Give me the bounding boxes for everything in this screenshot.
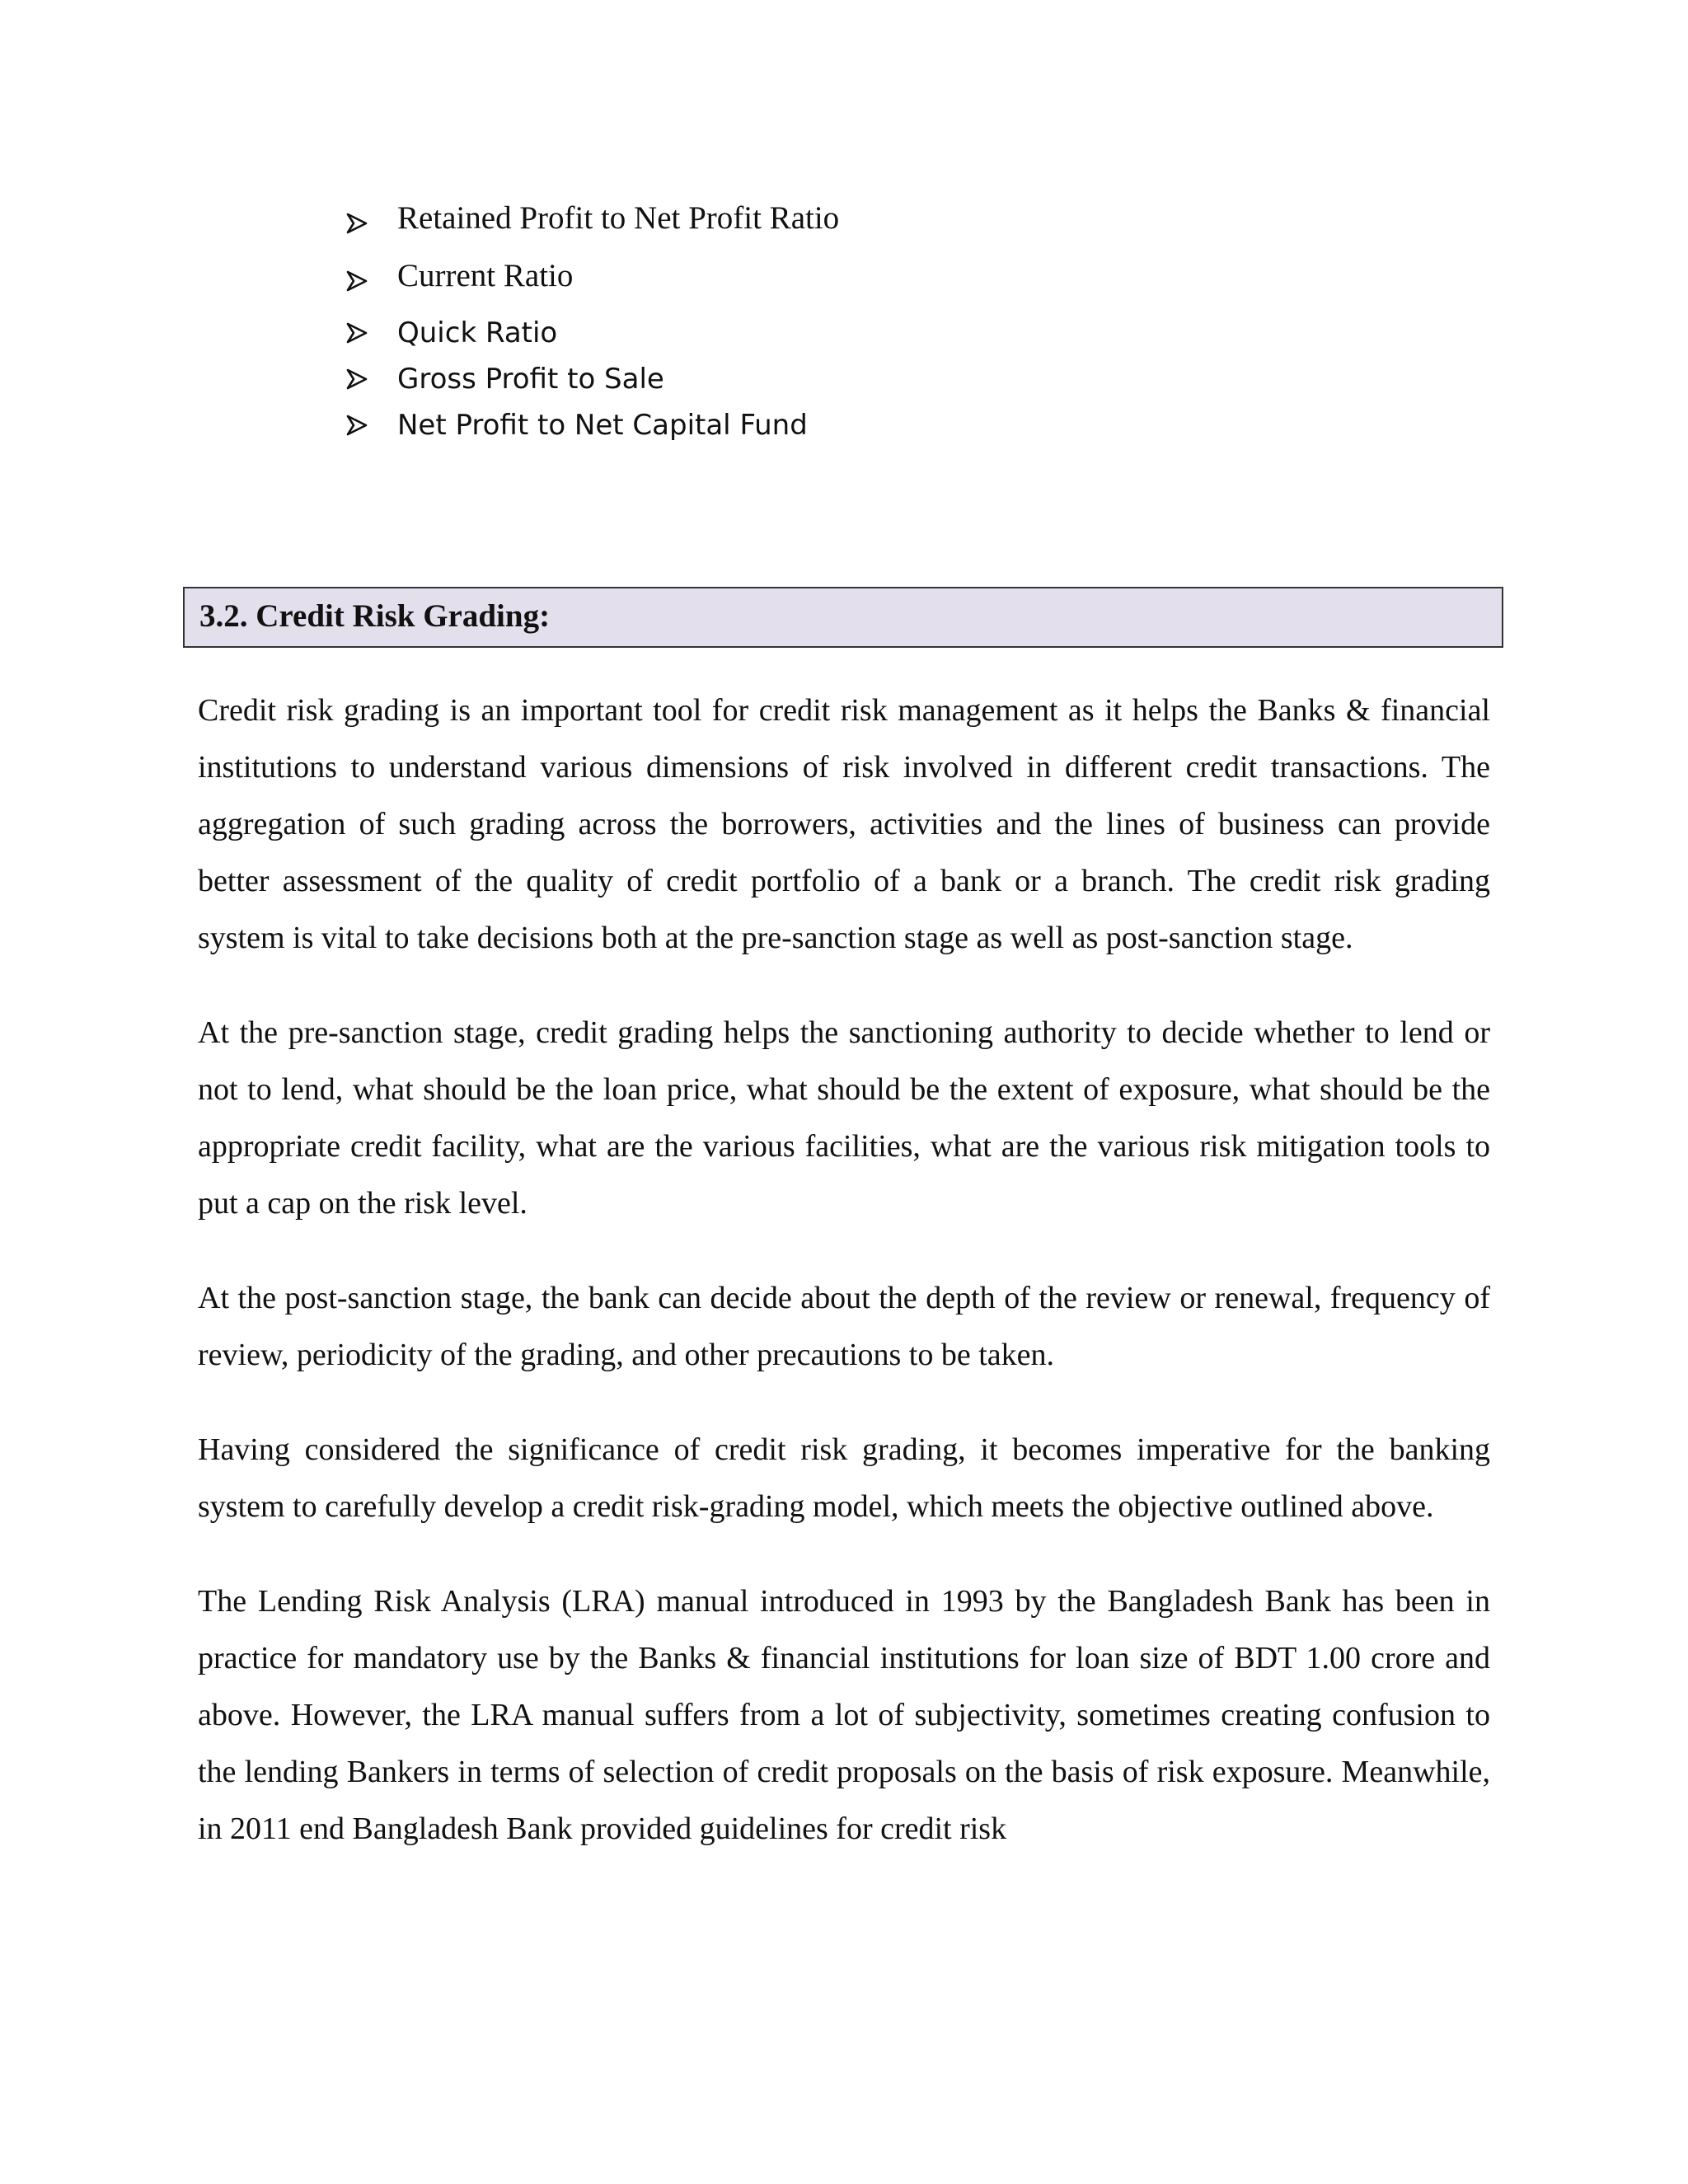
list-item-text: Net Profit to Net Capital Fund (397, 409, 808, 442)
list-item (346, 402, 1418, 448)
list-item (346, 194, 1418, 252)
arrow-bullet-icon (346, 213, 368, 234)
arrow-bullet-icon (346, 368, 368, 390)
list-item-text: Current Ratio (397, 258, 574, 293)
list-item (346, 252, 1418, 310)
ratio-bullet-list (346, 194, 1418, 448)
paragraph: Credit risk grading is an important tool for credit risk management as it helps the Banks & financial institutions to understand various dimensions of risk involved in different credit transactions. The aggregation of such grading across the borrowers, activities and the lines of business can provide better assessment of the quality of credit portfolio of a bank or a branch. The credit risk grading system is vital to take decisions both at the pre-sanction stage as well as post-sanction stage. (198, 693, 1490, 955)
paragraph: At the pre-sanction stage, credit grading helps the sanctioning authority to decide whether to lend or not to lend, what should be the loan price, what should be the extent of exposure, what should be the appropriate credit facility, what are the various facilities, what are the various risk mitigation tools to put a cap on the risk level. (198, 1015, 1490, 1221)
body-text (198, 682, 1490, 1896)
list-item (346, 310, 1418, 356)
paragraph: The Lending Risk Analysis (LRA) manual introduced in 1993 by the Bangladesh Bank has been in practice for mandatory use by the Banks & financial institutions for loan size of BDT 1.00 crore and above. However, the LRA manual suffers from a lot of subjectivity, sometimes creating confusion to the lending Bankers in terms of selection of credit proposals on the basis of risk exposure. Meanwhile, in 2011 end Bangladesh Bank provided guidelines for credit risk (198, 1584, 1490, 1846)
paragraph: At the post-sanction stage, the bank can decide about the depth of the review or renewal, frequency of review, periodicity of the grading, and other precautions to be taken. (198, 1281, 1490, 1372)
list-item-text: Retained Profit to Net Profit Ratio (397, 200, 840, 236)
arrow-bullet-icon (346, 322, 368, 344)
list-item (346, 356, 1418, 402)
paragraph: Having considered the significance of credit risk grading, it becomes imperative for the banking system to carefully develop a credit risk-grading model, which meets the objective outlined above. (198, 1432, 1490, 1524)
list-item-text: Quick Ratio (397, 316, 558, 349)
arrow-bullet-icon (346, 270, 368, 292)
list-item-text: Gross Profit to Sale (397, 363, 664, 396)
section-heading: 3.2. Credit Risk Grading: (199, 598, 551, 634)
section-heading-box (183, 587, 1503, 648)
arrow-bullet-icon (346, 415, 368, 436)
